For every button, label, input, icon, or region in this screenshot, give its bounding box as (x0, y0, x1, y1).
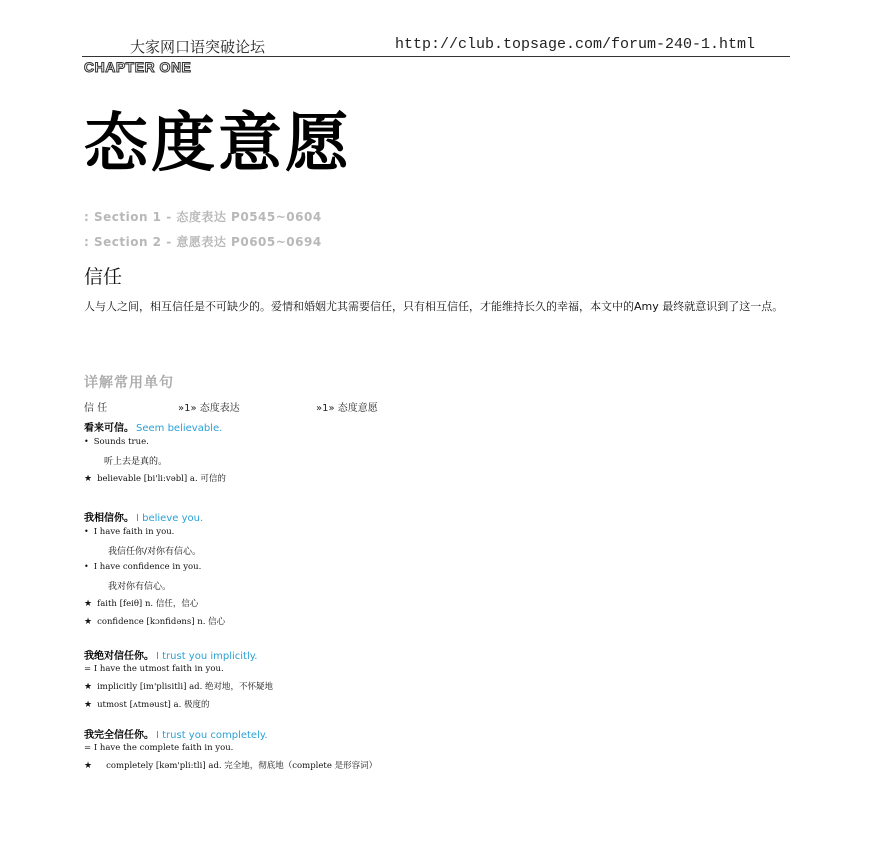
example-text: I have faith in you. (93, 527, 175, 537)
vocab-text: completely [kəm'pli:tli] ad. 完全地，彻底地（complete 是形容词） (106, 761, 378, 771)
entry-2 (84, 509, 203, 524)
vocab-text: implicitly [im'plisitli] ad. 绝对地，不怀疑地 (97, 682, 274, 692)
vocab-text: believable [bi'li:vəbl] a. 可信的 (97, 474, 226, 484)
translation-line: 听上去是真的。 (104, 457, 168, 467)
example-line (84, 437, 149, 447)
entry-zh: 我绝对信任你。 (84, 651, 154, 662)
example-line: = I have the complete faith in you. (84, 743, 234, 753)
topic-intro: 人与人之间，相互信任是不可缺少的。爱情和婚姻尤其需要信任，只有相互信任，才能维持长久的幸福，本文中的Amy 最终就意识到了这一点。 (84, 300, 784, 313)
entry-zh: 看来可信。 (84, 423, 134, 434)
entry-en: I trust you implicitly. (156, 651, 258, 662)
star-icon: ★ (84, 599, 93, 609)
vocab-line (84, 615, 225, 627)
section-item-1: : Section 1 - 态度表达 P0545~0604 (84, 210, 322, 224)
topic-heading: 信任 (84, 266, 123, 288)
vocab-line (84, 759, 377, 771)
entry-1 (84, 419, 222, 434)
vocab-text: utmost [ʌtməust] a. 极度的 (97, 700, 210, 710)
example-line (84, 527, 174, 537)
tab-attitude: »1» 态度表达 (178, 403, 240, 414)
vocab-line (84, 680, 273, 692)
entry-3 (84, 647, 257, 662)
page-title: 态度意愿 (84, 107, 352, 181)
entry-en: I trust you completely. (156, 730, 268, 741)
example-text: Sounds true. (93, 437, 149, 447)
translation-line: 我信任你/对你有信心。 (108, 547, 202, 557)
vocab-line (84, 597, 198, 609)
vocab-line (84, 698, 210, 710)
bullet-icon: • (84, 562, 89, 571)
star-icon: ★ (84, 474, 93, 484)
header-rule (82, 56, 790, 57)
entry-4 (84, 726, 268, 741)
star-icon: ★ (84, 617, 93, 627)
entry-zh: 我相信你。 (84, 513, 134, 524)
bullet-icon: • (84, 437, 89, 446)
pattern-heading: 详解常用单句 (84, 375, 174, 391)
vocab-text: confidence [kɔnfidəns] n. 信心 (97, 617, 226, 627)
entry-en: Seem believable. (136, 423, 223, 434)
example-text: I have confidence in you. (93, 562, 202, 572)
star-icon: ★ (84, 761, 93, 771)
section-item-2: : Section 2 - 意愿表达 P0605~0694 (84, 235, 322, 249)
header-url: http://club.topsage.com/forum-240-1.html (395, 36, 756, 53)
tab-intention: »1» 态度意愿 (316, 403, 378, 414)
translation-line: 我对你有信心。 (108, 582, 172, 592)
entry-en: I believe you. (136, 513, 204, 524)
example-line (84, 562, 201, 572)
vocab-text: faith [feiθ] n. 信任，信心 (97, 599, 199, 609)
star-icon: ★ (84, 682, 93, 692)
bullet-icon: • (84, 527, 89, 536)
star-icon: ★ (84, 700, 93, 710)
header-forum-name: 大家网口语突破论坛 (130, 38, 266, 56)
tab-topic: 信 任 (84, 403, 108, 414)
chapter-label: CHAPTER ONE (84, 59, 192, 75)
example-line: = I have the utmost faith in you. (84, 664, 224, 674)
vocab-line (84, 472, 226, 484)
entry-zh: 我完全信任你。 (84, 730, 154, 741)
